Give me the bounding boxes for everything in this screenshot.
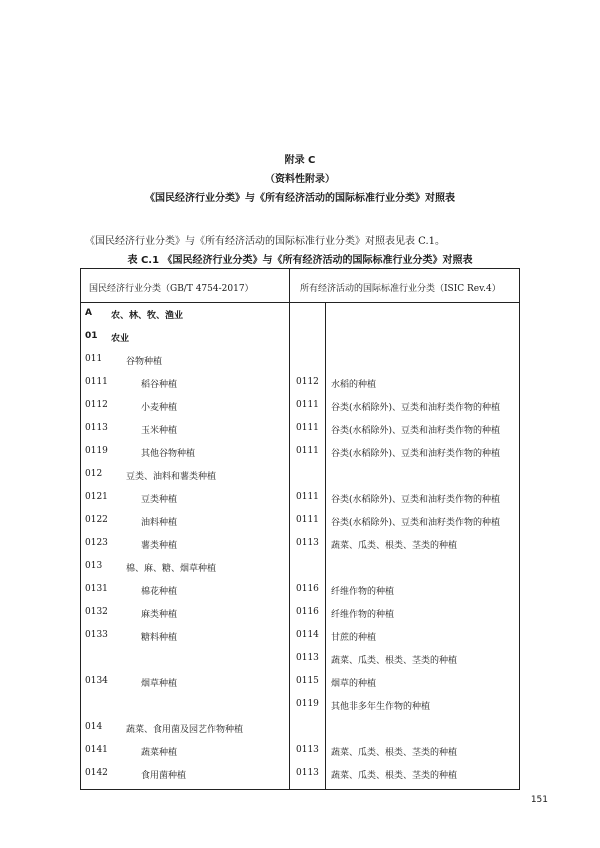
table-row	[81, 512, 519, 532]
row-code: 014	[85, 722, 103, 732]
row-isic-code: 0113	[296, 538, 319, 548]
row-name: 玉米种植	[141, 426, 178, 436]
row-name: 油料种植	[141, 518, 178, 528]
row-isic-name: 水稻的种植	[331, 380, 377, 390]
row-isic-code: 0115	[296, 676, 319, 686]
row-code: 0121	[85, 492, 108, 502]
row-isic-code: 0111	[296, 446, 319, 456]
row-code: 0131	[85, 584, 108, 594]
row-name: 薯类种植	[141, 541, 178, 551]
row-isic-name: 蔬菜、瓜类、根类、茎类的种植	[331, 541, 458, 551]
table-row	[81, 305, 519, 325]
row-isic-name: 纤维作物的种植	[331, 587, 395, 597]
row-name: 豆类种植	[141, 495, 178, 505]
appendix-subtitle: 《国民经济行业分类》与《所有经济活动的国际标准行业分类》对照表	[145, 193, 455, 204]
table-row	[81, 742, 519, 762]
row-isic-name: 谷类(水稻除外)、豆类和油籽类作物的种植	[331, 403, 501, 413]
appendix-type: （资料性附录）	[265, 174, 335, 185]
table-row	[81, 443, 519, 463]
row-isic-name: 蔬菜、瓜类、根类、茎类的种植	[331, 771, 458, 781]
table-row	[81, 535, 519, 555]
table-row	[81, 374, 519, 394]
row-name: 麻类种植	[141, 610, 178, 620]
row-name: 农业	[111, 334, 130, 344]
row-code: A	[85, 308, 92, 318]
table-row	[81, 466, 519, 486]
row-name: 蔬菜、食用菌及园艺作物种植	[126, 725, 244, 735]
row-code: 0134	[85, 676, 108, 686]
row-name: 其他谷物种植	[141, 449, 196, 459]
row-name: 农、林、牧、渔业	[111, 311, 184, 321]
intro-paragraph: 《国民经济行业分类》与《所有经济活动的国际标准行业分类》对照表见表 C.1。	[85, 236, 446, 247]
table-row	[81, 604, 519, 624]
row-code: 0111	[85, 377, 108, 387]
row-isic-name: 甘蔗的种植	[331, 633, 377, 643]
row-isic-name: 蔬菜、瓜类、根类、茎类的种植	[331, 748, 458, 758]
row-name: 蔬菜种植	[141, 748, 178, 758]
row-code: 012	[85, 469, 103, 479]
row-isic-name: 谷类(水稻除外)、豆类和油籽类作物的种植	[331, 449, 501, 459]
row-isic-code: 0111	[296, 515, 319, 525]
row-code: 0119	[85, 446, 108, 456]
appendix-title: 附录 C	[284, 155, 316, 166]
row-isic-code: 0113	[296, 745, 319, 755]
row-isic-code: 0111	[296, 492, 319, 502]
row-isic-code: 0116	[296, 584, 319, 594]
row-isic-code: 0111	[296, 400, 319, 410]
row-isic-name: 谷类(水稻除外)、豆类和油籽类作物的种植	[331, 426, 501, 436]
row-isic-code: 0113	[296, 653, 319, 663]
row-isic-code: 0114	[296, 630, 319, 640]
row-isic-code: 0116	[296, 607, 319, 617]
row-isic-name: 谷类(水稻除外)、豆类和油籽类作物的种植	[331, 495, 501, 505]
row-code: 0142	[85, 768, 108, 778]
table-row	[81, 558, 519, 578]
table-row	[81, 328, 519, 348]
table-row	[81, 420, 519, 440]
page-number: 151	[530, 795, 548, 805]
row-name: 小麦种植	[141, 403, 178, 413]
row-code: 0141	[85, 745, 108, 755]
header-divider	[81, 302, 519, 303]
row-isic-name: 蔬菜、瓜类、根类、茎类的种植	[331, 656, 458, 666]
row-code: 013	[85, 561, 103, 571]
row-code: 0133	[85, 630, 108, 640]
row-name: 糖料种植	[141, 633, 178, 643]
comparison-table	[80, 268, 520, 790]
table-row	[81, 696, 519, 716]
row-code: 0113	[85, 423, 108, 433]
row-code: 0123	[85, 538, 108, 548]
row-name: 食用菌种植	[141, 771, 187, 781]
row-isic-code: 0111	[296, 423, 319, 433]
header-gb: 国民经济行业分类（GB/T 4754-2017）	[89, 284, 254, 294]
header-isic: 所有经济活动的国际标准行业分类（ISIC Rev.4）	[300, 284, 501, 294]
row-code: 0112	[85, 400, 108, 410]
row-code: 0122	[85, 515, 108, 525]
row-isic-name: 谷类(水稻除外)、豆类和油籽类作物的种植	[331, 518, 501, 528]
table-row	[81, 650, 519, 670]
row-name: 稻谷种植	[141, 380, 178, 390]
table-row	[81, 581, 519, 601]
table-row	[81, 489, 519, 509]
table-row	[81, 397, 519, 417]
table-row	[81, 719, 519, 739]
row-isic-name: 其他非多年生作物的种植	[331, 702, 431, 712]
row-code: 0132	[85, 607, 108, 617]
row-name: 棉花种植	[141, 587, 178, 597]
row-name: 烟草种植	[141, 679, 178, 689]
row-name: 棉、麻、糖、烟草种植	[126, 564, 217, 574]
row-code: 011	[85, 354, 103, 364]
table-row	[81, 351, 519, 371]
row-code: 01	[85, 331, 98, 341]
row-isic-name: 纤维作物的种植	[331, 610, 395, 620]
row-isic-name: 烟草的种植	[331, 679, 377, 689]
row-isic-code: 0113	[296, 768, 319, 778]
row-isic-code: 0112	[296, 377, 319, 387]
table-caption: 表 C.1 《国民经济行业分类》与《所有经济活动的国际标准行业分类》对照表	[127, 255, 473, 266]
row-isic-code: 0119	[296, 699, 319, 709]
row-name: 谷物种植	[126, 357, 163, 367]
table-row	[81, 673, 519, 693]
table-row	[81, 627, 519, 647]
row-name: 豆类、油料和薯类种植	[126, 472, 217, 482]
table-row	[81, 765, 519, 785]
